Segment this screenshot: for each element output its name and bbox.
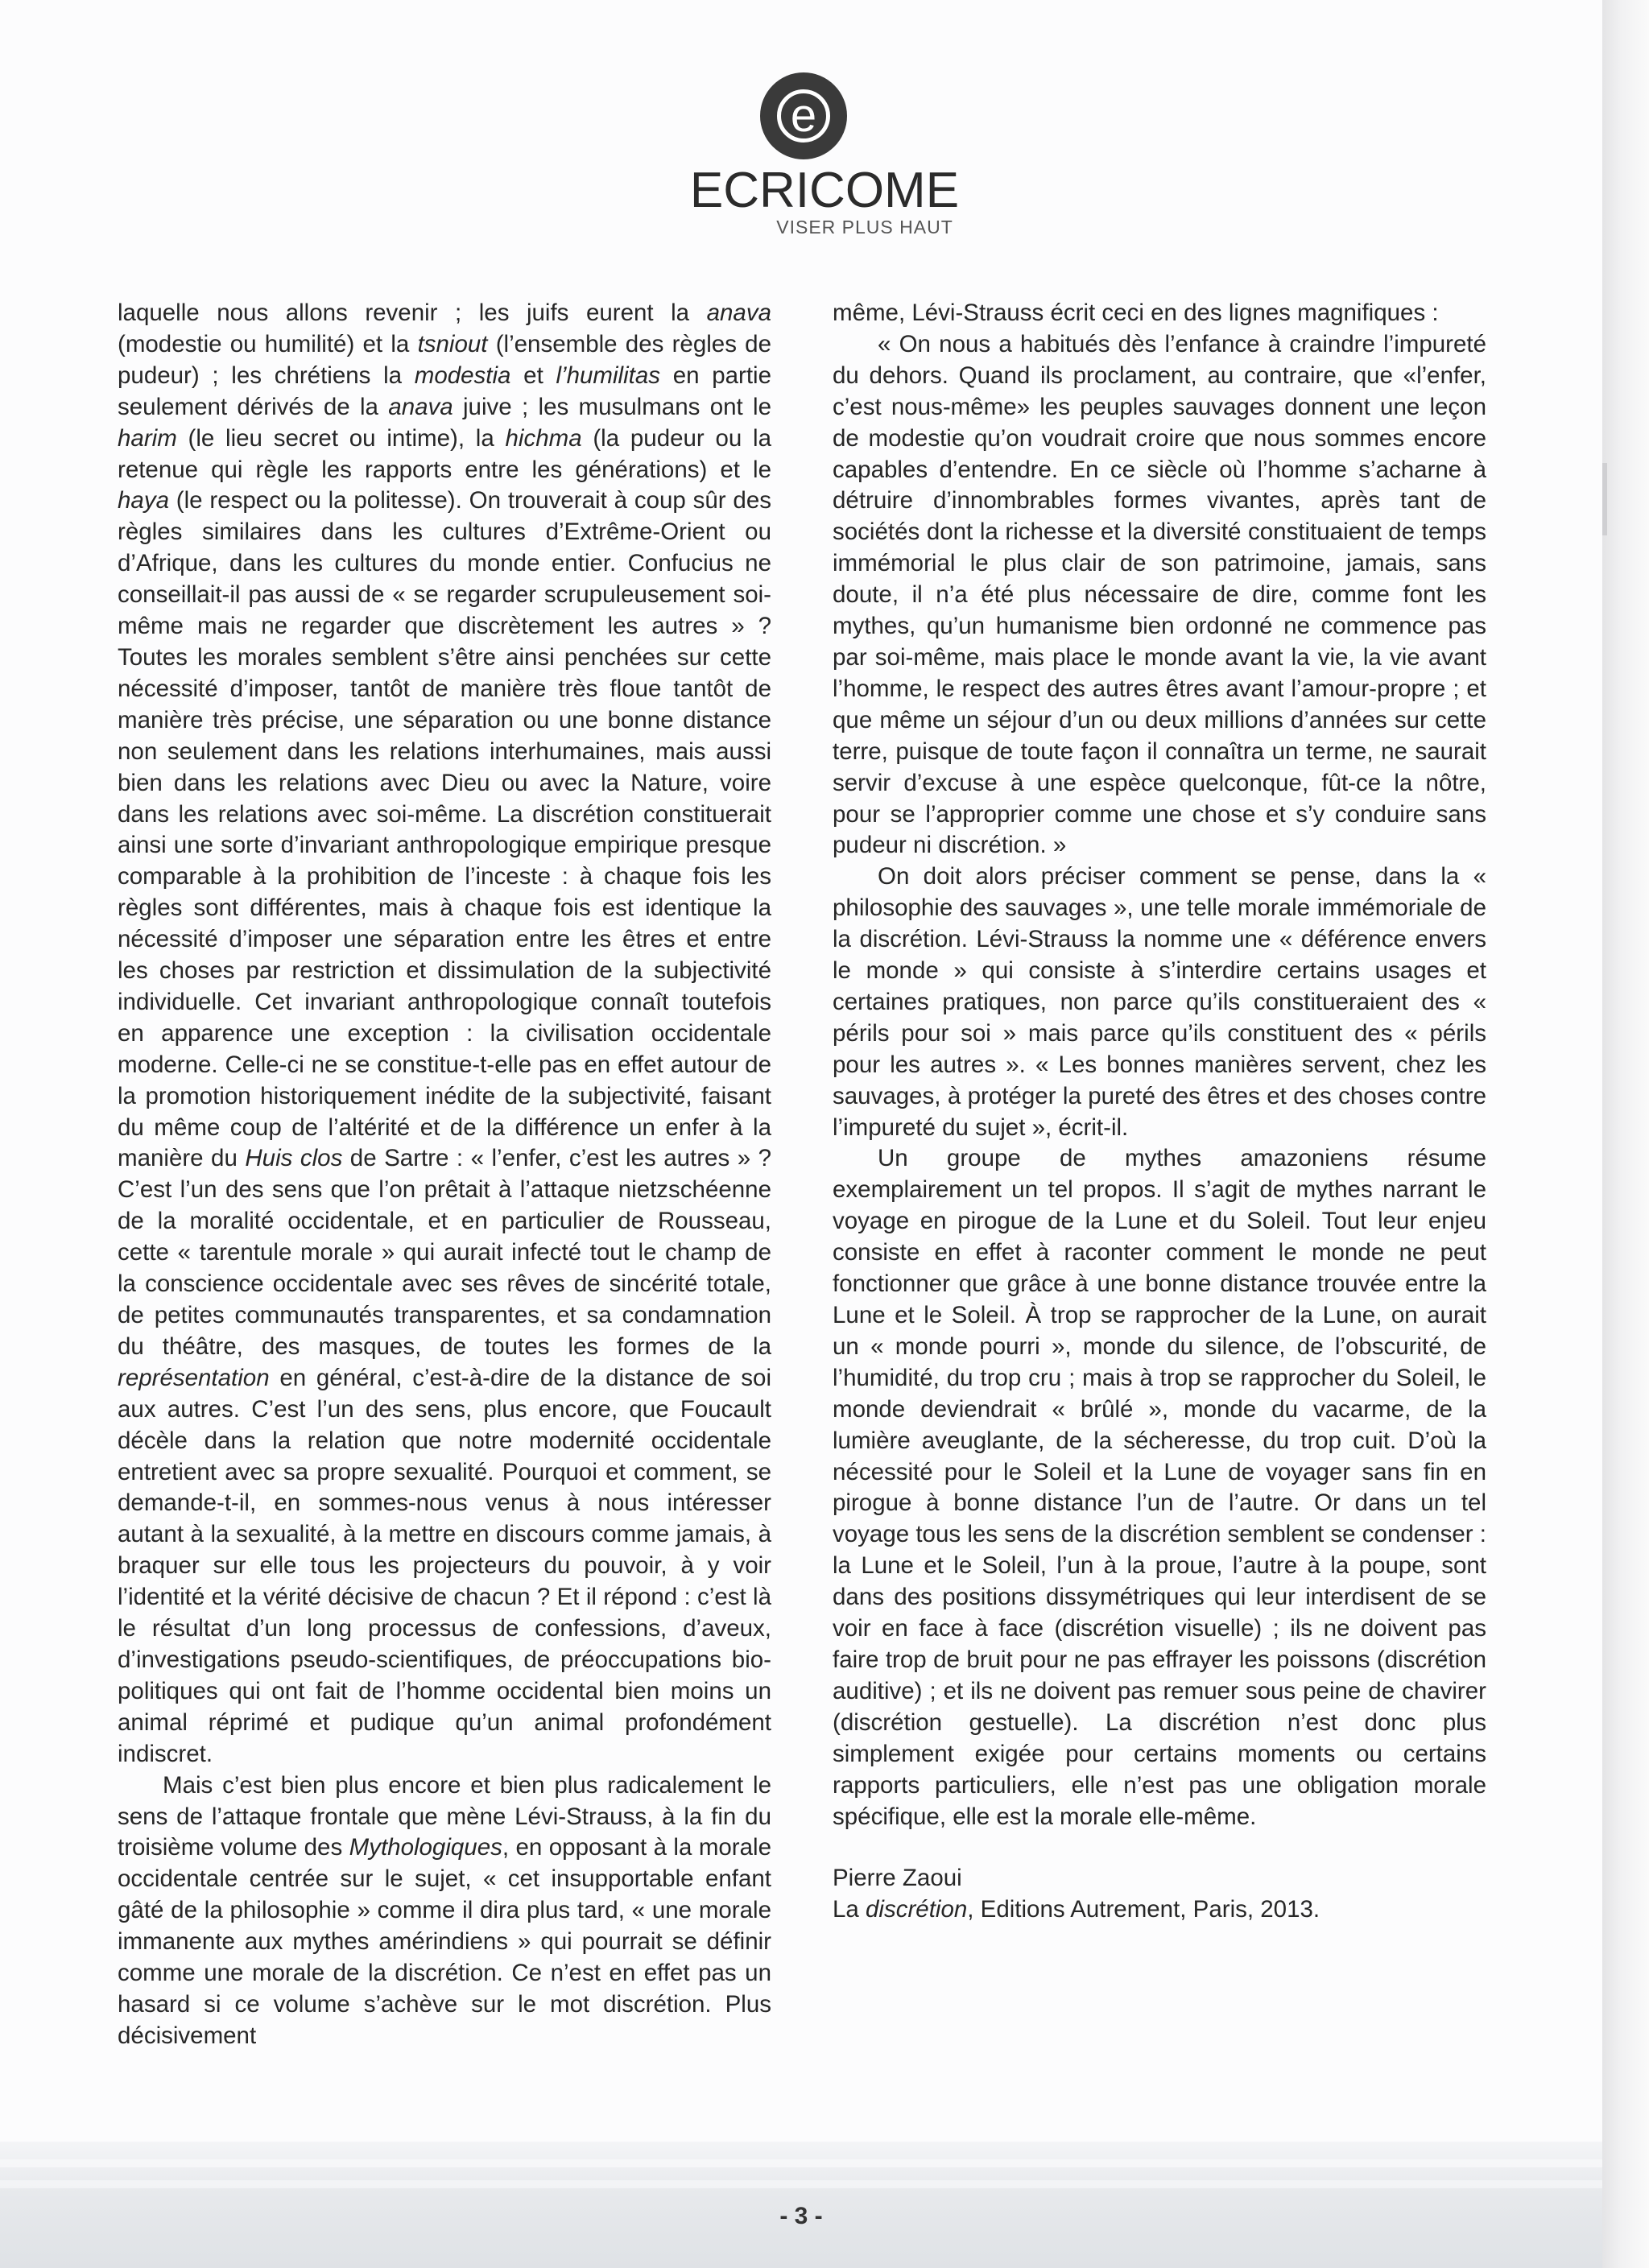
footer-stripe	[0, 2159, 1602, 2167]
text-run: (le respect ou la politesse). On trouverait à coup sûr des règles similaires dans les cultures d’Extrême-Orient ou d’Afrique, dans les cultures du monde entier. Confucius ne conseillait-il pas aussi de « se regarder scrupuleusement soi-même mais ne regarder que discrètement les autres » ? Toutes les morales semblent s’être ainsi penchées sur cette nécessité d’imposer, tantôt de manière très floue tantôt de manière très précise, une séparation ou une bonne distance non seulement dans les relations interhumaines, mais aussi bien dans les relations avec Dieu ou avec la Nature, voire dans les relations avec soi-même. La discrétion constituerait ainsi une sorte d’invariant anthropologique empirique presque comparable à la prohibition de l’inceste : à chaque fois les règles sont différentes, mais à chaque fois est identique la nécessité d’imposer une séparation entre les êtres et entre les choses par restriction et dissimulation de la subjectivité individuelle. Cet invariant anthropologique connaît toutefois en apparence une exception : la civilisation occidentale moderne. Celle-ci ne se constitue-t-elle pas en effet autour de la promotion historiquement inédite de la subjectivité, faisant du même coup de l’altérité et de la différence un enfer à la manière du	[118, 487, 771, 1172]
italic-term: anava	[388, 393, 453, 420]
text-run: (le lieu secret ou intime), la	[176, 424, 506, 452]
text-run: La	[833, 1896, 866, 1923]
text-run: (la pudeur ou la retenue qui règle les rapports entre les générations) et le	[118, 424, 771, 483]
logo-letter: e	[777, 89, 830, 143]
italic-term: hichma	[505, 424, 582, 452]
text-run: juive ; les musulmans ont le	[453, 393, 771, 420]
footer-stripe	[0, 2180, 1602, 2188]
text-run: en général, c’est-à-dire de la distance de soi aux autres. C’est l’un des sens, plus encore, que Foucault décèle dans la relation que notre modernité occidentale entretient avec sa propre sexualité. Pourquoi et comment, se demande-t-il, en sommes-nous venus à nous intéresser autant à la sexualité, à la mettre en discours comme jamais, à braquer sur elle tous les projecteurs du pouvoir, à y voir l’identité et la vérité décisive de chacun ? Et il répond : c’est là le résultat d’un long processus de confessions, d’aveux, d’investigations pseudo-scientifiques, de préoccupations bio-politiques qui ont fait de l’homme occidental bien moins un animal réprimé et pudique qu’un animal profondément indiscret.	[118, 1364, 771, 1767]
paragraph	[118, 298, 771, 1770]
text-run: laquelle nous allons revenir ; les juifs eurent la	[118, 300, 707, 326]
paragraph: même, Lévi-Strauss écrit ceci en des lignes magnifiques :	[833, 300, 1439, 326]
paragraph: Un groupe de mythes amazoniens résume exemplairement un tel propos. Il s’agit de mythes narrant le voyage en pirogue de la Lune et du Soleil. Tout leur enjeu consiste en effet à raconter comment le monde ne peut fonctionner que grâce à une bonne distance trouvée entre la Lune et le Soleil. À trop se rapprocher de la Lune, on aurait un « monde pourri », monde du silence, de l’obscurité, de l’humidité, du trop cru ; mais à trop se rapprocher du Soleil, le monde deviendrait « brûlé », monde du vacarme, de la lumière aveuglante, de la sécheresse, du trop cuit. D’où la nécessité pour le Soleil et la Lune de voyager sans fin en pirogue à bonne distance l’un de l’autre. Or dans un tel voyage tous les sens de la discrétion semblent se condenser : la Lune et le Soleil, l’un à la proue, l’autre à la poupe, sont dans des positions dissymétriques qui leur interdisent de se voir en face à face (discrétion visuelle) ; ils ne doivent pas faire trop de bruit pour ne pas effrayer les poissons (discrétion auditive) ; et ils ne doivent pas remuer sous peine de chavirer (discrétion gestuelle). La discrétion n’est donc plus simplement exigée pour certains moments ou certains rapports particuliers, elle n’est pas une obligation morale spécifique, elle est la morale elle-même.	[833, 1145, 1486, 1830]
text-run: , Editions Autrement, Paris, 2013.	[967, 1896, 1320, 1923]
source-citation	[833, 1894, 1486, 1926]
page-edge-tab	[1602, 463, 1607, 535]
italic-term: modestia	[414, 361, 511, 389]
text-run: en partie seulement dérivés de la	[118, 361, 772, 420]
italic-term: haya	[118, 487, 169, 514]
italic-term: harim	[118, 424, 177, 452]
text-run: , en opposant à la morale occidentale centrée sur le sujet, « cet insupportable enfant gâté de la philosophie » comme il dira plus tard, « une morale immanente aux mythes amérindiens » qui pourrait se définir comme une morale de la discrétion. Ce n’est en effet pas un hasard si ce volume s’achève sur le mot discrétion. Plus décisivement	[118, 1834, 771, 2049]
quote-paragraph: « On nous a habitués dès l’enfance à craindre l’impureté du dehors. Quand ils proclament, au contraire, que «l’enfer, c’est nous-même» les peuples sauvages donnent une leçon de modestie qu’on voudrait croire que nous sommes encore capables d’entendre. En ce siècle où l’homme s’acharne à détruire d’innombrables formes vivantes, après tant de sociétés dont la richesse et la diversité constituaient de temps immémorial le plus clair de son patrimoine, jamais, sans doute, il n’a été plus nécessaire de dire, comme font les mythes, qu’un humanisme bien ordonné ne commence pas par soi-même, mais place le monde avant la vie, la vie avant l’homme, le respect des autres êtres avant l’amour-propre ; et que même un séjour d’un ou deux millions d’années sur cette terre, puisque de toute façon il connaîtra un terme, ne saurait servir d’excuse à une espèce quelconque, fût-ce la nôtre, pour se l’approprier comme une chose et s’y conduire sans pudeur ni discrétion. »	[833, 330, 1486, 859]
italic-term: l’humilitas	[556, 361, 660, 389]
header	[0, 72, 1649, 242]
text-run: et	[510, 361, 556, 389]
book-title: discrétion	[866, 1896, 968, 1923]
italic-term: tsniout	[417, 330, 488, 357]
page-number: - 3 -	[779, 2203, 823, 2229]
brand-tagline: VISER PLUS HAUT	[776, 217, 953, 238]
ecricome-logo-icon	[760, 72, 847, 159]
italic-term: Mythologiques	[349, 1834, 502, 1861]
text-run: (l’ensemble des règles de pudeur) ; les chrétiens la	[118, 330, 771, 389]
right-column	[833, 298, 1486, 1926]
paragraph	[118, 1770, 771, 2052]
page-edge	[1602, 0, 1649, 2268]
paragraph: On doit alors préciser comment se pense, dans la « philosophie des sauvages », une telle morale immémoriale de la discrétion. Lévi-Strauss la nomme une « déférence envers le monde » qui consiste à s’interdire certains usages et certaines pratiques, non parce qu’ils constitueraient des « périls pour soi » mais parce qu’ils constituent des « périls pour les autres ». « Les bonnes manières servent, chez les sauvages, à protéger la pureté des êtres et des choses contre l’impureté du sujet », écrit-il.	[833, 863, 1486, 1141]
italic-term: Huis clos	[245, 1145, 343, 1172]
italic-term: représentation	[118, 1364, 270, 1391]
text-run: (modestie ou humilité) et la	[118, 330, 418, 357]
text-run: Mais c’est bien plus encore et bien plus radicalement le sens de l’attaque frontale que mène Lévi-Strauss, à la fin du troisième volume des	[118, 1771, 771, 1861]
author-name: Pierre Zaoui	[833, 1865, 962, 1892]
italic-term: anava	[706, 300, 771, 326]
text-run: de Sartre : « l’enfer, c’est les autres » ? C’est l’un des sens que l’on prêtait à l’attaque nietzschéenne de la moralité occidentale, et en particulier de Rousseau, cette « tarentule morale » qui aurait infecté tout le champ de la conscience occidentale avec ses rêves de sincérité totale, de petites communautés transparentes, et sa condamnation du théâtre, des masques, de toutes les formes de la	[118, 1145, 771, 1360]
brand-name: ECRICOME	[689, 163, 960, 218]
left-column	[118, 298, 771, 2052]
